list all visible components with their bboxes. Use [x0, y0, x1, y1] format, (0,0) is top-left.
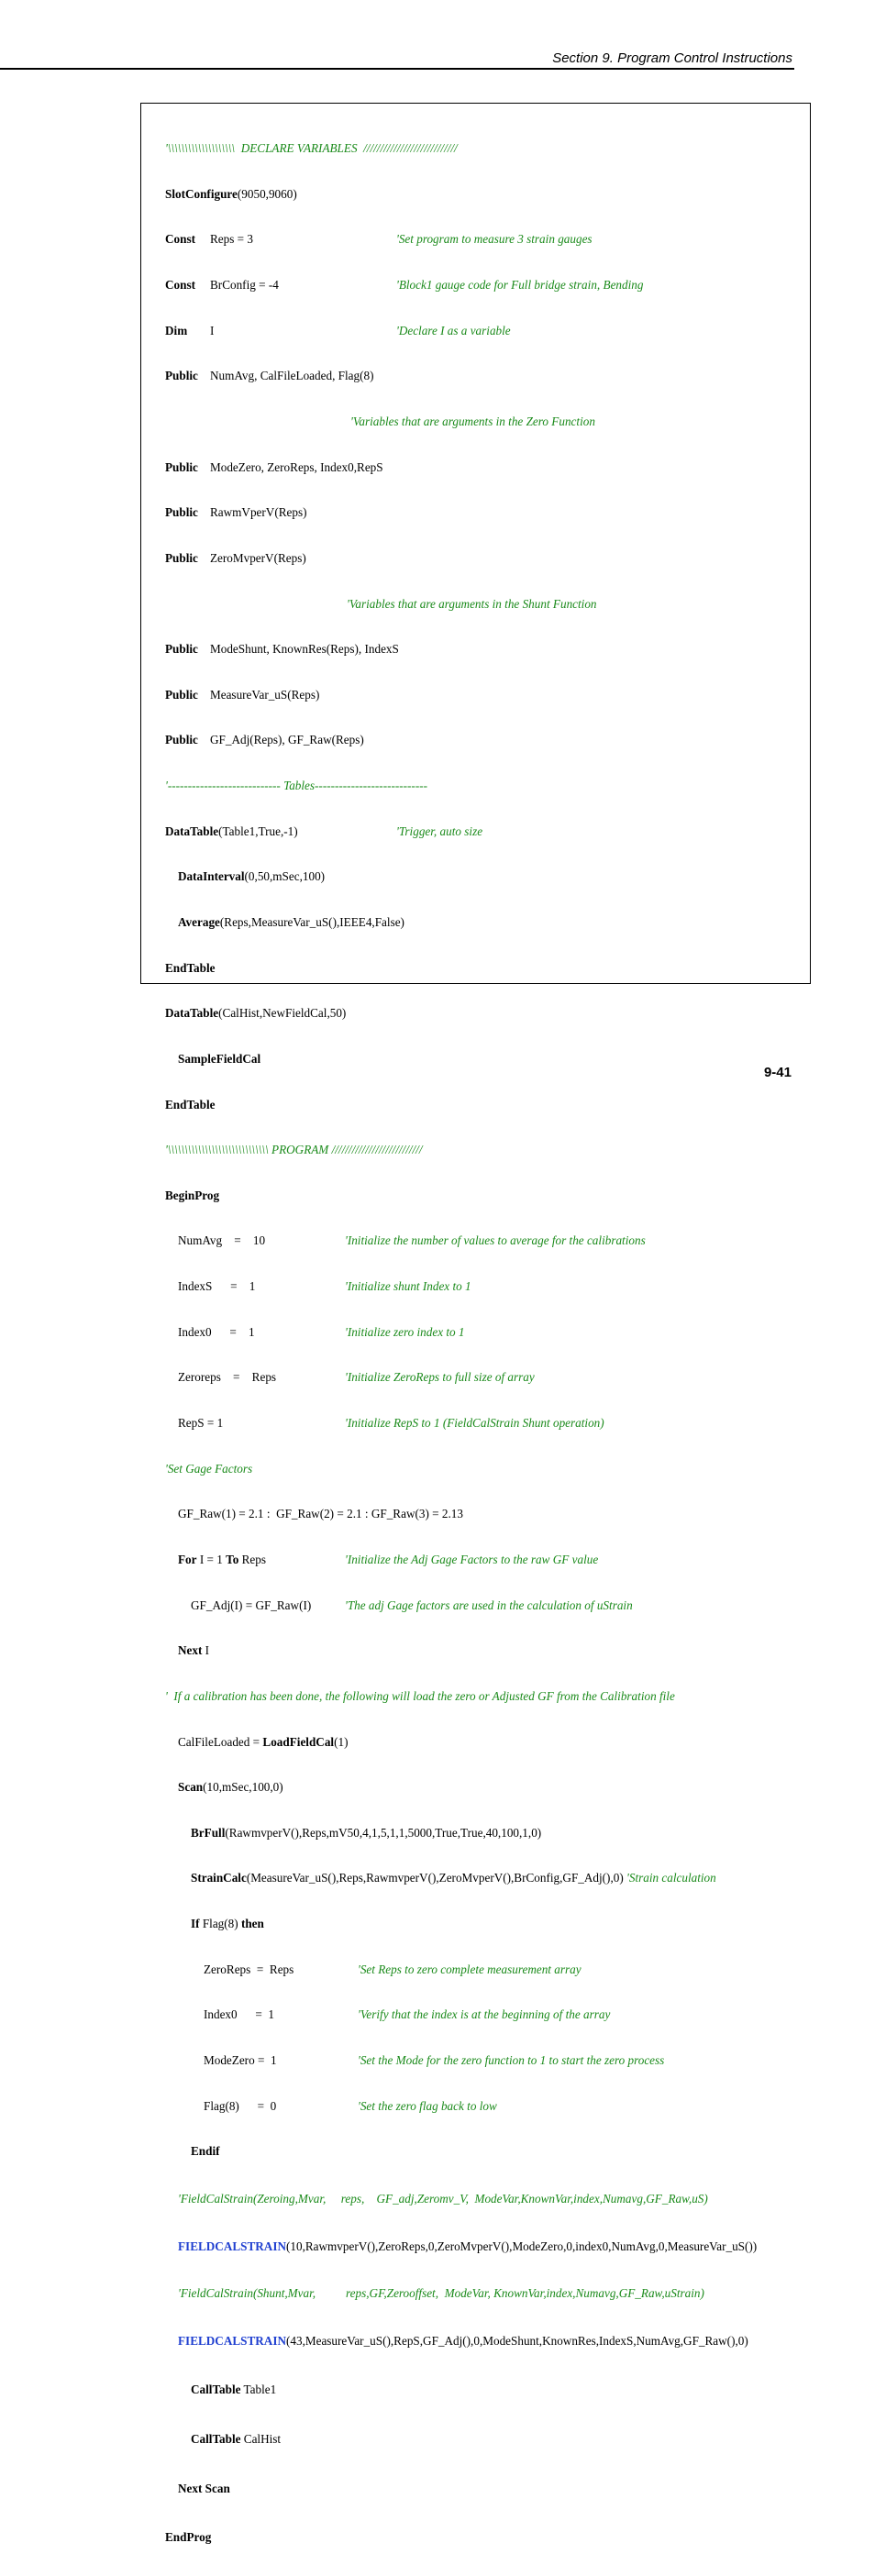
- comment: 'Initialize the Adj Gage Factors to the raw GF value: [345, 1552, 599, 1566]
- code-line: [165, 961, 807, 977]
- code-line: [165, 1917, 807, 1932]
- comment: 'FieldCalStrain(Shunt,Mvar, reps,GF,Zerooffset, ModeVar, KnownVar,index,Numavg,GF_Raw,uStrain): [178, 2286, 704, 2301]
- code-text: I: [210, 323, 215, 337]
- code-text: GF_Raw(1) = 2.1 : GF_Raw(2) = 2.1 : GF_Raw(3) = 2.13: [178, 1507, 463, 1521]
- comment: '\\\\\\\\\\\\\\\\\\\\ DECLARE VARIABLES ////////////////////////////: [165, 141, 458, 156]
- keyword: CallTable: [191, 2383, 241, 2397]
- code-line: [165, 141, 807, 157]
- code-line: [165, 2238, 807, 2255]
- code-line: [165, 2379, 807, 2398]
- code-text: (43,MeasureVar_uS(),RepS,GF_Adj(),0,ModeShunt,KnownRes,IndexS,NumAvg,GF_Raw(),0): [285, 2333, 748, 2348]
- keyword: Average: [178, 914, 220, 929]
- keyword: CallTable: [191, 2432, 241, 2447]
- keyword: StrainCalc: [191, 1871, 247, 1885]
- comment: '---------------------------- Tables----------------------------: [165, 779, 428, 793]
- header-title: Section 9. Program Control Instructions: [552, 50, 792, 66]
- code-text: Reps: [238, 1552, 266, 1566]
- code-text: Flag(8): [199, 1917, 241, 1931]
- code-line: [165, 2332, 807, 2349]
- keyword: For: [178, 1552, 197, 1566]
- keyword: Public: [165, 687, 198, 702]
- header-rule: [0, 68, 794, 70]
- keyword: To: [226, 1552, 239, 1566]
- keyword: Dim: [165, 323, 188, 337]
- keyword: SlotConfigure: [165, 186, 238, 201]
- code-line: [165, 597, 807, 613]
- keyword: Public: [165, 642, 198, 657]
- code-text: (10,RawmvperV(),ZeroReps,0,ZeroMvperV(),ModeZero,0,index0,NumAvg,0,MeasureVar_uS()): [285, 2239, 758, 2253]
- code-line: [165, 824, 807, 840]
- code-line: [165, 1826, 807, 1841]
- code-line: [165, 642, 807, 658]
- code-text: Reps = 3: [210, 232, 253, 247]
- comment: 'Initialize the number of values to average for the calibrations: [345, 1233, 646, 1248]
- code-text: Flag(8) = 0: [204, 2098, 277, 2113]
- code-line: [165, 2053, 807, 2069]
- keyword: Scan: [178, 1780, 204, 1795]
- keyword: FIELDCALSTRAIN: [178, 2333, 286, 2348]
- comment: 'Initialize ZeroReps to full size of array: [345, 1370, 535, 1385]
- keyword: BeginProg: [165, 1188, 220, 1202]
- code-line: [165, 232, 807, 248]
- code-line: [165, 1370, 807, 1386]
- code-line: [165, 2007, 807, 2023]
- comment: 'Initialize zero index to 1: [345, 1324, 465, 1339]
- code-text: GF_Adj(Reps), GF_Raw(Reps): [210, 733, 364, 747]
- code-line: [165, 1507, 807, 1522]
- code-line: [165, 1279, 807, 1295]
- code-line: [165, 505, 807, 521]
- code-line: [165, 278, 807, 293]
- keyword: SampleFieldCal: [178, 1051, 261, 1066]
- code-line: [165, 1689, 807, 1705]
- keyword: Public: [165, 459, 198, 474]
- code-line: [165, 1462, 807, 1477]
- code-line: [165, 1325, 807, 1341]
- code-text: RawmVperV(Reps): [210, 505, 307, 520]
- comment: 'Set Reps to zero complete measurement array: [358, 1962, 581, 1976]
- page-number: 9-41: [763, 1065, 792, 1080]
- code-line: [165, 2099, 807, 2115]
- comment: 'Verify that the index is at the beginning of the array: [358, 2007, 611, 2022]
- code-line: [165, 1780, 807, 1796]
- code-text: ZeroReps = Reps: [204, 1962, 294, 1976]
- keyword: Next Scan: [178, 2481, 230, 2495]
- keyword: Public: [165, 505, 198, 520]
- code-line: [165, 551, 807, 567]
- code-text: CalFileLoaded =: [178, 1734, 263, 1749]
- code-text: ModeShunt, KnownRes(Reps), IndexS: [210, 642, 399, 657]
- code-text: NumAvg, CalFileLoaded, Flag(8): [210, 369, 374, 383]
- code-text: (0,50,mSec,100): [244, 869, 326, 884]
- code-text: IndexS = 1: [178, 1279, 256, 1294]
- keyword: Public: [165, 733, 198, 747]
- code-text: (CalHist,NewFieldCal,50): [218, 1006, 347, 1021]
- comment: 'Trigger, auto size: [396, 824, 483, 838]
- code-line: [165, 1143, 807, 1158]
- code-text: CalHist: [240, 2432, 282, 2447]
- code-text: RepS = 1: [178, 1416, 224, 1431]
- code-line: [165, 460, 807, 476]
- code-text: Index0 = 1: [204, 2007, 275, 2022]
- keyword: FIELDCALSTRAIN: [178, 2239, 286, 2253]
- code-line: [165, 2478, 807, 2497]
- code-line: [165, 1643, 807, 1659]
- code-line: [165, 324, 807, 339]
- code-text: Index0 = 1: [178, 1324, 255, 1339]
- code-text: Zeroreps = Reps: [178, 1370, 277, 1385]
- comment: 'Block1 gauge code for Full bridge strain, Bending: [396, 278, 644, 293]
- comment: 'Set the Mode for the zero function to 1 to start the zero process: [358, 2053, 665, 2067]
- code-line: [165, 415, 807, 430]
- code-line: [165, 1006, 807, 1022]
- code-text: (RawmvperV(),Reps,mV50,4,1,5,1,1,5000,True,True,40,100,1,0): [225, 1825, 542, 1840]
- code-text: I: [202, 1643, 210, 1658]
- code-line: [165, 2190, 807, 2207]
- keyword: EndTable: [165, 1097, 216, 1111]
- code-line: [165, 869, 807, 885]
- code-line: [165, 1871, 807, 1886]
- keyword: If: [191, 1917, 200, 1931]
- code-line: [165, 1416, 807, 1432]
- keyword: then: [240, 1917, 264, 1931]
- keyword: EndProg: [165, 2530, 212, 2545]
- code-line: [165, 1233, 807, 1249]
- code-text: (9050,9060): [237, 186, 297, 201]
- comment: 'Set the zero flag back to low: [358, 2098, 497, 2113]
- code-line: [165, 1052, 807, 1067]
- comment: 'FieldCalStrain(Zeroing,Mvar, reps, GF_adj,Zeromv_V, ModeVar,KnownVar,index,Numavg,GF_Raw,uS): [178, 2191, 708, 2206]
- code-listing: [165, 111, 807, 2576]
- comment: 'Initialize shunt Index to 1: [345, 1279, 471, 1294]
- code-line: [165, 1598, 807, 1614]
- keyword: DataTable: [165, 824, 219, 838]
- code-line: [165, 1098, 807, 1113]
- keyword: Public: [165, 550, 198, 565]
- code-line: [165, 1553, 807, 1568]
- comment: '\\\\\\\\\\\\\\\\\\\\\\\\\\\\\\ PROGRAM ///////////////////////////: [165, 1143, 423, 1157]
- code-text: (Table1,True,-1): [218, 824, 298, 838]
- code-line: [165, 1735, 807, 1751]
- code-text: Table1: [240, 2383, 277, 2397]
- code-text: I = 1: [196, 1552, 227, 1566]
- code-text: (MeasureVar_uS(),Reps,RawmvperV(),ZeroMvperV(),BrConfig,GF_Adj(),0): [246, 1871, 627, 1885]
- code-line: [165, 779, 807, 794]
- comment: 'Initialize RepS to 1 (FieldCalStrain Shunt operation): [345, 1416, 604, 1431]
- keyword: Endif: [191, 2144, 220, 2159]
- comment: 'Strain calculation: [626, 1871, 716, 1885]
- code-line: [165, 187, 807, 203]
- keyword: Public: [165, 369, 198, 383]
- comment: 'Set program to measure 3 strain gauges: [396, 232, 593, 247]
- code-line: [165, 733, 807, 748]
- code-text: GF_Adj(I) = GF_Raw(I): [191, 1598, 312, 1612]
- comment: 'Variables that are arguments in the Zero Function: [350, 414, 595, 428]
- code-line: [165, 1188, 807, 1204]
- keyword: DataTable: [165, 1006, 219, 1021]
- code-line: [165, 2526, 807, 2546]
- code-line: [165, 2428, 807, 2448]
- code-text: BrConfig = -4: [210, 278, 279, 293]
- code-line: [165, 2284, 807, 2302]
- code-line: [165, 915, 807, 931]
- comment: 'Declare I as a variable: [396, 323, 511, 337]
- keyword: Const: [165, 278, 195, 293]
- code-text: (1): [334, 1734, 349, 1749]
- code-text: (10,mSec,100,0): [203, 1780, 283, 1795]
- keyword: EndTable: [165, 960, 216, 975]
- keyword: LoadFieldCal: [262, 1734, 335, 1749]
- code-text: ZeroMvperV(Reps): [210, 550, 306, 565]
- comment: 'The adj Gage factors are used in the calculation of uStrain: [345, 1598, 633, 1612]
- comment: 'Variables that are arguments in the Shunt Function: [347, 596, 597, 611]
- code-text: ModeZero, ZeroReps, Index0,RepS: [210, 459, 383, 474]
- keyword: Next: [178, 1643, 203, 1658]
- code-line: [165, 1962, 807, 1978]
- code-line: [165, 2144, 807, 2160]
- code-line: [165, 688, 807, 703]
- keyword: BrFull: [191, 1825, 226, 1840]
- code-text: NumAvg = 10: [178, 1233, 266, 1248]
- comment: 'Set Gage Factors: [165, 1461, 253, 1476]
- code-text: (Reps,MeasureVar_uS(),IEEE4,False): [219, 914, 404, 929]
- keyword: DataInterval: [178, 869, 245, 884]
- comment: ' If a calibration has been done, the following will load the zero or Adjusted GF from the Calibration file: [165, 1688, 675, 1703]
- code-text: MeasureVar_uS(Reps): [210, 687, 320, 702]
- code-text: ModeZero = 1: [204, 2053, 277, 2067]
- code-line: [165, 369, 807, 384]
- keyword: Const: [165, 232, 195, 247]
